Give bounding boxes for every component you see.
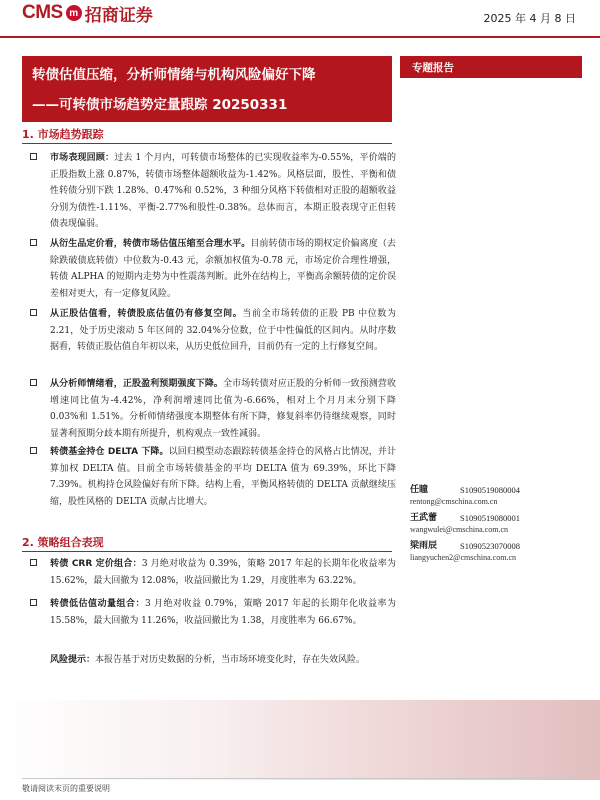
analyst-entry: [410, 484, 590, 507]
bullet-text: 3 月绝对收益为 0.39%，策略 2017 年起的长期年化收益率为 15.62%，最大回撤为 12.08%，收益回撤比为 1.29，月度胜率为 63.22%。: [50, 559, 397, 586]
bullet-text: 当前全市场转债的正股 PB 中位数为 2.21，处于历史滚动 5 年区间的 32.04%分位数，位于中性偏低的区间内。从时序数据看，转债正股估值自年初以来，从历史低位回升，目前仍有一定的上行修复空间。: [50, 309, 396, 352]
report-title: 转债估值压缩，分析师情绪与机构风险偏好下降: [32, 67, 316, 83]
bullet-text: 目前转债市场的期权定价偏离度（去除跌破债底转债）中位数为-0.43 元，余额加权值为-0.78 元，市场定价合理性增强，转债 ALPHA 的短期内走势为中性震荡判断。此外在结构上，平衡高余额转债的定价误差相对更大，有一定修复风险。: [50, 239, 396, 299]
report-subtitle: ——可转债市场趋势定量跟踪 20250331: [32, 97, 288, 113]
bullet-lead: 转债 CRR 定价组合：: [50, 559, 142, 569]
list-item: [30, 306, 396, 356]
checkbox-bullet-icon: [30, 379, 37, 386]
section-1-divider: [22, 143, 392, 144]
bullet-lead: 从分析师情绪看，正股盈利预期强度下降。: [50, 379, 224, 389]
analyst-cert-number: S1090519080001: [460, 513, 520, 523]
company-logo: [22, 2, 153, 24]
list-item: [30, 596, 396, 629]
bullet-lead: 从正股估值看，转债股底估值仍有修复空间。: [50, 309, 243, 319]
header-divider: [0, 36, 600, 38]
risk-warning: [50, 652, 396, 669]
logo-chinese-text: 招商证券: [84, 5, 153, 26]
analyst-entry: [410, 540, 590, 563]
bullet-text: 全市场转债对应正股的分析师一致预测营收增速同比值为-4.42%，净利润增速同比值为-6.66%，相对上个月月末分别下降 0.03%和 1.51%。分析师情绪强度本期整体有所下降，修复斜率仍待继续观察，同时显著利预期分歧本期有所提升，机构观点一致性减弱。: [50, 379, 396, 439]
analyst-name: 任瞳: [410, 485, 429, 495]
logo-cms-text: CMS: [22, 2, 63, 23]
analyst-email[interactable]: rentong@cmschina.com.cn: [410, 497, 498, 506]
footer-divider: [22, 778, 578, 779]
list-item: [30, 236, 396, 302]
page-header: [0, 0, 600, 40]
list-item: [30, 150, 396, 233]
analyst-name: 王武蕾: [410, 513, 438, 523]
risk-text: 本报告基于对历史数据的分析，当市场环境变化时，存在失效风险。: [95, 655, 366, 665]
report-date: 2025 年 4 月 8 日: [483, 12, 576, 25]
title-block: [22, 56, 392, 122]
section-1-title: 1. 市场趋势跟踪: [22, 128, 104, 141]
risk-lead: 风险提示：: [50, 655, 96, 665]
bullet-lead: 转债基金持仓 DELTA 下降。: [50, 447, 169, 457]
checkbox-bullet-icon: [30, 447, 37, 454]
checkbox-bullet-icon: [30, 239, 37, 246]
section-2-title: 2. 策略组合表现: [22, 536, 104, 549]
report-type-label: 专题报告: [412, 62, 454, 74]
list-item: [30, 376, 396, 442]
bullet-text: 3 月绝对收益 0.79%，策略 2017 年起的长期年化收益率为 15.58%，最大回撤为 11.26%，收益回撤比为 1.38，月度胜率为 66.67%。: [50, 599, 396, 626]
list-item: [30, 556, 396, 589]
logo-badge-icon: m: [66, 5, 82, 21]
list-item: [30, 444, 396, 510]
analyst-entry: [410, 512, 590, 535]
analyst-email[interactable]: liangyuchen2@cmschina.com.cn: [410, 553, 516, 562]
checkbox-bullet-icon: [30, 309, 37, 316]
analyst-cert-number: S1090523070008: [460, 541, 520, 551]
bullet-lead: 市场表现回顾：: [50, 153, 115, 163]
bullet-lead: 从衍生品定价看，转债市场估值压缩至合理水平。: [50, 239, 251, 249]
checkbox-bullet-icon: [30, 599, 37, 606]
decorative-bottom-band: [0, 700, 600, 780]
checkbox-bullet-icon: [30, 559, 37, 566]
checkbox-bullet-icon: [30, 153, 37, 160]
analyst-name: 梁雨辰: [410, 541, 438, 551]
footer-note: 敬请阅读末页的重要说明: [22, 784, 110, 793]
analyst-email[interactable]: wangwulei@cmschina.com.cn: [410, 525, 509, 534]
bullet-lead: 转债低估值动量组合：: [50, 599, 145, 609]
report-type-tag: [400, 56, 582, 78]
section-2-divider: [22, 551, 392, 552]
analyst-list: [410, 484, 590, 568]
bullet-text: 过去 1 个月内，可转债市场整体的已实现收益率为-0.55%，平价端的正股指数上涨 0.87%，转债市场整体超额收益为-1.42%。风格层面，股性、平衡和债性转债分别下跌 1.28%、0.47%和 0.52%，3 种细分风格下转债相对正股的超额收益分别为债性-1.11%、平衡-2.77%和股性-0.38%。总体而言，本期正股表现守正但转债表现偏弱。: [50, 153, 396, 229]
bullet-text: 以回归模型动态跟踪转债基金持仓的风格占比情况，并计算加权 DELTA 值。目前全市场转债基金的平均 DELTA 值为 69.39%，环比下降 7.39%。机构持仓风险偏好有所下降。结构上看，平衡风格转债的 DELTA 贡献继续压缩，股性风格的 DELTA 贡献占比增大。: [50, 447, 396, 507]
analyst-cert-number: S1090519080004: [460, 485, 520, 495]
